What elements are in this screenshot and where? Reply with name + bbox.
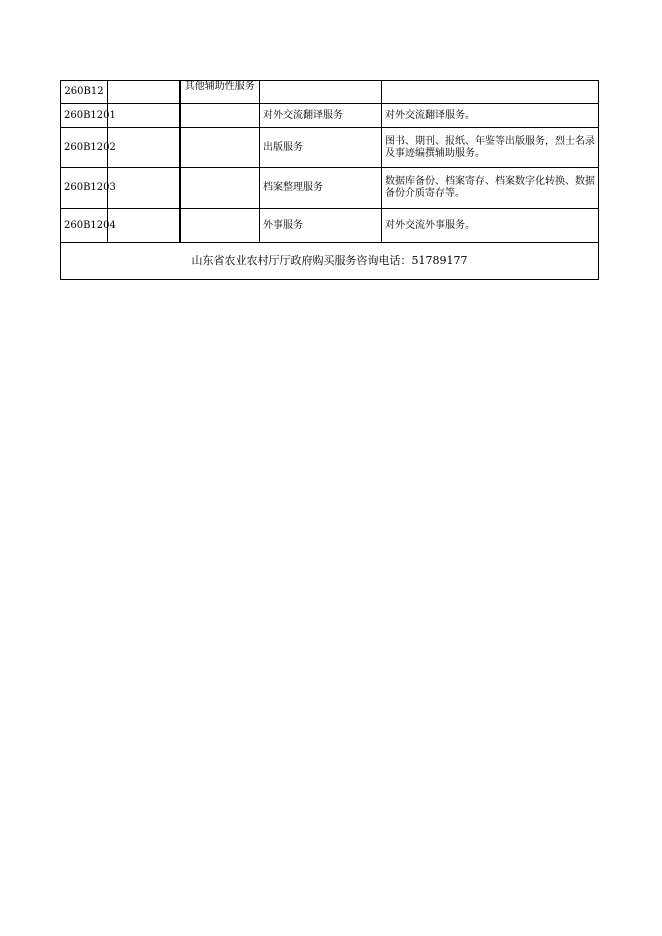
code-cell: 260B1203 <box>61 168 108 209</box>
category-cell <box>180 128 260 168</box>
description-cell: 图书、期刊、报纸、年鉴等出版服务，烈士名录及事迹编撰辅助服务。 <box>382 128 599 168</box>
empty-cell <box>108 128 180 168</box>
code-cell: 260B1201 <box>61 104 108 128</box>
empty-cell <box>108 168 180 209</box>
service-cell: 档案整理服务 <box>260 168 382 209</box>
code-cell: 260B1202 <box>61 128 108 168</box>
service-cell <box>260 81 382 104</box>
category-cell <box>180 168 260 209</box>
table-row <box>61 209 599 243</box>
description-cell <box>382 81 599 104</box>
description-cell: 数据库备份、档案寄存、档案数字化转换、数据备份介质寄存等。 <box>382 168 599 209</box>
service-cell: 出版服务 <box>260 128 382 168</box>
empty-cell <box>108 209 180 243</box>
code-cell: 260B12 <box>61 81 108 104</box>
footer-row <box>61 243 599 280</box>
category-cell <box>180 104 260 128</box>
code-cell: 260B1204 <box>61 209 108 243</box>
category-cell <box>180 209 260 243</box>
service-catalog-table <box>60 80 599 280</box>
service-cell: 外事服务 <box>260 209 382 243</box>
contact-footer: 山东省农业农村厅厅政府购买服务咨询电话：51789177 <box>61 243 599 280</box>
empty-cell <box>108 81 180 104</box>
service-cell: 对外交流翻译服务 <box>260 104 382 128</box>
description-cell: 对外交流翻译服务。 <box>382 104 599 128</box>
table-row <box>61 104 599 128</box>
table-row <box>61 128 599 168</box>
table-row <box>61 168 599 209</box>
category-cell: 其他辅助性服务 <box>180 81 260 104</box>
description-cell: 对外交流外事服务。 <box>382 209 599 243</box>
empty-cell <box>108 104 180 128</box>
table-row <box>61 81 599 104</box>
